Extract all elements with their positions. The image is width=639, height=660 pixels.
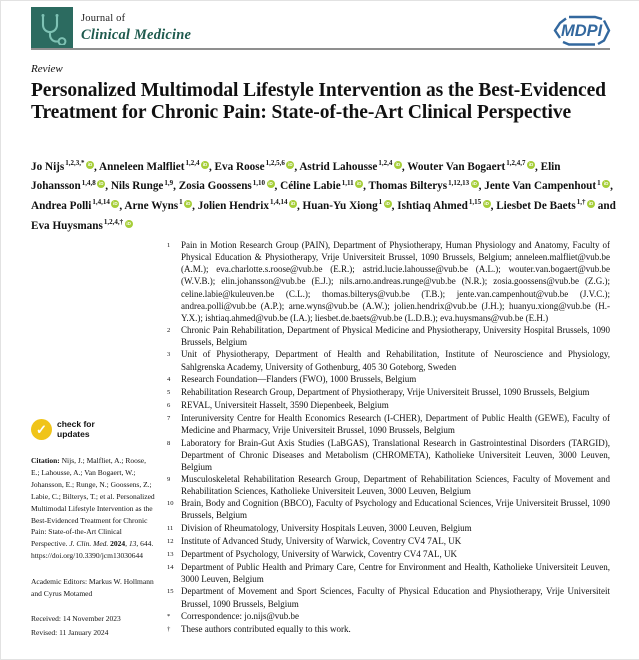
citation-text: ,	[125, 539, 129, 549]
check-icon: ✓	[31, 419, 52, 440]
author: Huan-Yu Xiong$^1$ iD ,	[302, 198, 398, 213]
affiliation-marker: 9	[167, 475, 171, 483]
orcid-icon[interactable]: iD	[126, 220, 131, 226]
author: Céline Labie$^{1,11}$ iD ,	[280, 178, 369, 193]
affiliation-marker: 13	[167, 550, 174, 558]
affiliation-row	[167, 239, 610, 324]
affiliation-text: Correspondence: jo.nijs@vub.be	[181, 610, 300, 621]
affiliation-row	[167, 623, 610, 636]
front-matter-columns	[31, 239, 610, 642]
author: Jente Van Campenhout$^1$ iD ,	[484, 178, 613, 193]
author-affiliation-sup: 1,†	[576, 198, 586, 207]
left-sidebar	[31, 239, 155, 642]
orcid-icon[interactable]: iD	[87, 161, 93, 167]
orcid-icon[interactable]: iD	[603, 181, 609, 187]
citation-text: J. Clin. Med.	[69, 539, 111, 549]
check-for-updates-label: check for updates	[57, 419, 95, 439]
affiliation-text: Department of Movement and Sport Sciences, Faculty of Physical Education and Physiotherapy, Vrije Universiteit Brussel, 1090 Brussels, Belgium	[181, 586, 610, 609]
mdpi-logo[interactable]	[552, 14, 612, 47]
affiliation-marker: 7	[167, 415, 171, 423]
author-affiliation-sup: 1,12,13	[448, 178, 470, 187]
journal-name-title: Clinical Medicine	[81, 26, 192, 43]
author-affiliation-sup: 1,2,4,†	[103, 218, 124, 227]
affiliation-text: Department of Public Health and Primary Care, Centre for Environment and Health, Katholieke Universiteit Leuven, 3000 Leuven, Belgium	[181, 562, 610, 585]
author-list	[31, 155, 623, 234]
article-type-label: Review	[31, 63, 63, 75]
affiliation-row	[167, 473, 610, 497]
affiliation-row	[167, 437, 610, 473]
orcid-icon[interactable]: iD	[99, 181, 104, 187]
citation-text: Nijs, J.; Malfliet, A.; Roose, E.; Lahousse, A.; Van Bogaert, W.; Johansson, E.; Runge, N.; Goossens, Z.; Labie, C.; Bilterys, T.; et al. Personalized Multimodal Lifestyle Intervention as the Best-Evidenced Treatment for Chronic Pain: State-of-the-Art Clinical Perspective.	[31, 456, 155, 549]
author: Jo Nijs$^{1,2,3,*}$ iD ,	[31, 159, 99, 173]
orcid-icon[interactable]: iD	[484, 201, 489, 207]
author: Ishtiaq Ahmed$^{1,15}$ iD ,	[397, 198, 497, 213]
affiliation-list	[167, 239, 610, 642]
author: Astrid Lahousse$^{1,2,4}$ iD ,	[299, 159, 408, 173]
author: Wouter Van Bogaert$^{1,2,4,7}$ iD ,	[407, 159, 541, 173]
author-affiliation-sup: 1,10	[252, 178, 266, 187]
affiliation-marker: †	[167, 625, 171, 633]
affiliation-marker: *	[167, 612, 171, 620]
affiliation-row	[167, 373, 610, 386]
affiliation-text: Laboratory for Brain-Gut Axis Studies (LaBGAS), Translational Research in Gastrointestinal Disorders (TARGID), Department of Chronic Diseases and Metabolism (CHROMETA), Katholieke Universiteit Leuven, 3000 Leuven, Belgium	[181, 437, 610, 472]
affiliation-row	[167, 386, 610, 399]
affiliation-row	[167, 610, 610, 623]
affiliation-text: REVAL, Universiteit Hasselt, 3590 Diepenbeek, Belgium	[181, 400, 389, 411]
orcid-icon[interactable]: iD	[288, 161, 293, 167]
header-divider	[31, 48, 610, 50]
affiliation-row	[167, 522, 610, 535]
article-dates	[31, 613, 155, 639]
revised-date: Revised: 11 January 2024	[31, 628, 109, 638]
affiliation-row	[167, 535, 610, 548]
affiliation-row	[167, 324, 610, 348]
affiliation-marker: 11	[167, 524, 174, 532]
author-affiliation-sup: 1	[378, 198, 383, 207]
citation-block	[31, 455, 155, 562]
affiliation-row	[167, 399, 610, 412]
affiliation-row	[167, 561, 610, 585]
orcid-icon[interactable]: iD	[185, 201, 191, 207]
affiliation-text: These authors contributed equally to this work.	[181, 623, 351, 634]
journal-logo[interactable]	[31, 7, 73, 48]
check-for-updates-badge[interactable]	[31, 419, 155, 440]
citation-doi-link[interactable]: https://doi.org/10.3390/jcm13030644	[31, 551, 143, 561]
affiliation-text: Brain, Body and Cognition (BBCO), Faculty of Psychology and Educational Sciences, Vrije Universiteit Brussel, 1090 Brussels, Belgium	[181, 498, 610, 521]
affiliation-row	[167, 585, 610, 609]
journal-name	[81, 14, 191, 42]
affiliation-row	[167, 548, 610, 561]
author-affiliation-sup: 1	[179, 198, 183, 207]
stethoscope-icon	[35, 11, 69, 45]
received-date: Received: 14 November 2023	[31, 613, 121, 623]
author-affiliation-sup: 1	[597, 178, 601, 187]
affiliation-marker: 14	[167, 564, 174, 572]
orcid-icon[interactable]: iD	[290, 201, 296, 207]
affiliation-marker: 12	[167, 537, 174, 545]
affiliation-text: Institute of Advanced Study, University of Warwick, Coventry CV4 7AL, UK	[181, 535, 462, 546]
academic-editors: Academic Editors: Markus W. Hollmann and Cyrus Motamed	[31, 577, 154, 599]
author-affiliation-sup: 1,4,14	[269, 198, 288, 207]
affiliation-text: Musculoskeletal Rehabilitation Research Group, Department of Rehabilitation Sciences, Faculty of Movement and Rehabilitation Sciences, Katholieke Universiteit Leuven, 3000 Leuven, Belgium	[181, 473, 610, 497]
author-affiliation-sup: 1,15	[468, 198, 482, 207]
orcid-icon[interactable]: iD	[113, 201, 118, 207]
author: Andrea Polli$^{1,4,14}$ iD ,	[31, 198, 125, 213]
author-affiliation-sup: 1,2,4	[378, 159, 393, 167]
affiliation-text: Rehabilitation Research Group, Department of Physiotherapy, Vrije Universiteit Brussel, 1090 Brussels, Belgium	[181, 386, 590, 397]
affiliation-text: Division of Rheumatology, University Hospitals Leuven, 3000 Leuven, Belgium	[181, 522, 472, 533]
author: Liesbet De Baets$^{1,\dagger}$ iD and	[496, 198, 616, 213]
author-affiliation-sup: 1,11	[341, 178, 354, 187]
orcid-icon[interactable]: iD	[268, 181, 273, 187]
author: Elin Johansson$^{1,4,8}$ iD ,	[31, 160, 561, 193]
citation-text: 13	[128, 539, 137, 549]
affiliation-marker: 8	[167, 439, 171, 447]
affiliation-marker: 15	[167, 588, 174, 596]
author: Thomas Bilterys$^{1,12,13}$ iD ,	[368, 178, 485, 193]
author: Nils Runge$^{1,9}$,	[110, 178, 179, 193]
affiliation-marker: 3	[167, 351, 171, 359]
affiliation-text: Department of Psychology, University of Warwick, Coventry CV4 7AL, UK	[181, 548, 457, 559]
article-title: Personalized Multimodal Lifestyle Intervention as the Best-Evidenced Treatment for Chronic Pain: State-of-the-Art Clinical Perspective	[31, 80, 606, 123]
author-affiliation-sup: 1,4,14	[92, 198, 110, 207]
affiliation-row	[167, 348, 610, 372]
affiliation-marker: 5	[167, 388, 171, 396]
citation-text: 2024	[110, 539, 126, 549]
orcid-icon[interactable]: iD	[385, 201, 390, 207]
author-affiliation-sup: 1,9	[164, 178, 174, 187]
orcid-icon[interactable]: iD	[528, 161, 534, 167]
orcid-icon[interactable]: iD	[202, 161, 208, 167]
author-affiliation-sup: 1,2,4	[185, 159, 200, 167]
affiliation-text: Interuniversity Centre for Health Economics Research (I-CHER), Department of Public Health (GEWE), Faculty of Medicine and Pharmacy, Vrije Universiteit Brussel, 1090 Brussels, Belgium	[181, 413, 610, 436]
affiliation-text: Chronic Pain Rehabilitation, Department of Physical Medicine and Physiotherapy, University Hospital Brussels, 1090 Brussels, Belgium	[181, 325, 610, 348]
author: Jolien Hendrix$^{1,4,14}$ iD ,	[197, 198, 303, 213]
author-affiliation-sup: 1,2,4,7	[506, 159, 526, 167]
orcid-icon[interactable]: iD	[395, 161, 401, 167]
affiliation-marker: 10	[167, 500, 174, 508]
affiliation-marker: 4	[167, 375, 171, 383]
affiliation-row	[167, 497, 610, 521]
affiliation-text: Research Foundation—Flanders (FWO), 1000 Brussels, Belgium	[181, 373, 417, 384]
affiliation-row	[167, 412, 610, 436]
author: Eva Roose$^{1,2,5,6}$ iD ,	[214, 159, 300, 173]
affiliation-marker: 2	[167, 327, 171, 335]
orcid-icon[interactable]: iD	[472, 181, 477, 187]
citation-text: Citation:	[31, 456, 62, 465]
affiliation-text: Pain in Motion Research Group (PAIN), Department of Physiotherapy, Human Physiology and Anatomy, Faculty of Physical Education & Physiotherapy, Vrije Universiteit Brussel, 1090 Brussels, Belgium; anneleen.malfliet@vub.be (A.M.); eva.charlotte.s.roose@vub.be (E.R.); astrid.lucie.lahousse@vub.be (A.L.); wouter.van.bogaert@vub.be (W.V.B.); elin.johansson@vub.be (E.J.); nils.arno.andreas.runge@vub.be (N.R.); zosia.goossens@vub.be (Z.G.); celine.labie@kuleuven.be (C.L.); thomas.bilterys@vub.be (T.B.); jente.van.campenhout@vub.be (J.V.C.); andrea.polli@vub.be (A.P.); arne.wyns@vub.be (A.W.); jolien.hendrix@vub.be (J.H.); huanyu.xiong@vub.be (H.-Y.X.); ishtiaq.ahmed@vub.be (I.A.); liesbet.de.baets@vub.be (L.D.B.); eva.huysmans@vub.be (E.H.)	[181, 240, 610, 323]
author: Arne Wyns$^1$ iD ,	[124, 198, 198, 213]
author-affiliation-sup: 1,4,8	[81, 178, 96, 187]
author: Eva Huysmans$^{1,2,4,\dagger}$ iD	[31, 218, 131, 232]
author: Zosia Goossens$^{1,10}$ iD ,	[178, 178, 281, 193]
orcid-icon[interactable]: iD	[356, 181, 362, 187]
journal-name-prefix: Journal of	[81, 13, 126, 24]
affiliation-text: Unit of Physiotherapy, Department of Health and Rehabilitation, Institute of Neuroscience and Physiology, Sahlgrenska Academy, University of Gothenburg, 405 30 Goteborg, Sweden	[181, 349, 610, 372]
orcid-icon[interactable]: iD	[588, 201, 594, 207]
author: Anneleen Malfliet$^{1,2,4}$ iD ,	[99, 159, 215, 173]
mdpi-wordmark: MDPI	[561, 22, 603, 40]
citation-text: , 644.	[136, 539, 154, 549]
author-affiliation-sup: 1,2,3,*	[65, 159, 85, 167]
affiliation-marker: 6	[167, 402, 171, 410]
author-affiliation-sup: 1,2,5,6	[265, 159, 285, 167]
affiliation-marker: 1	[167, 242, 171, 249]
